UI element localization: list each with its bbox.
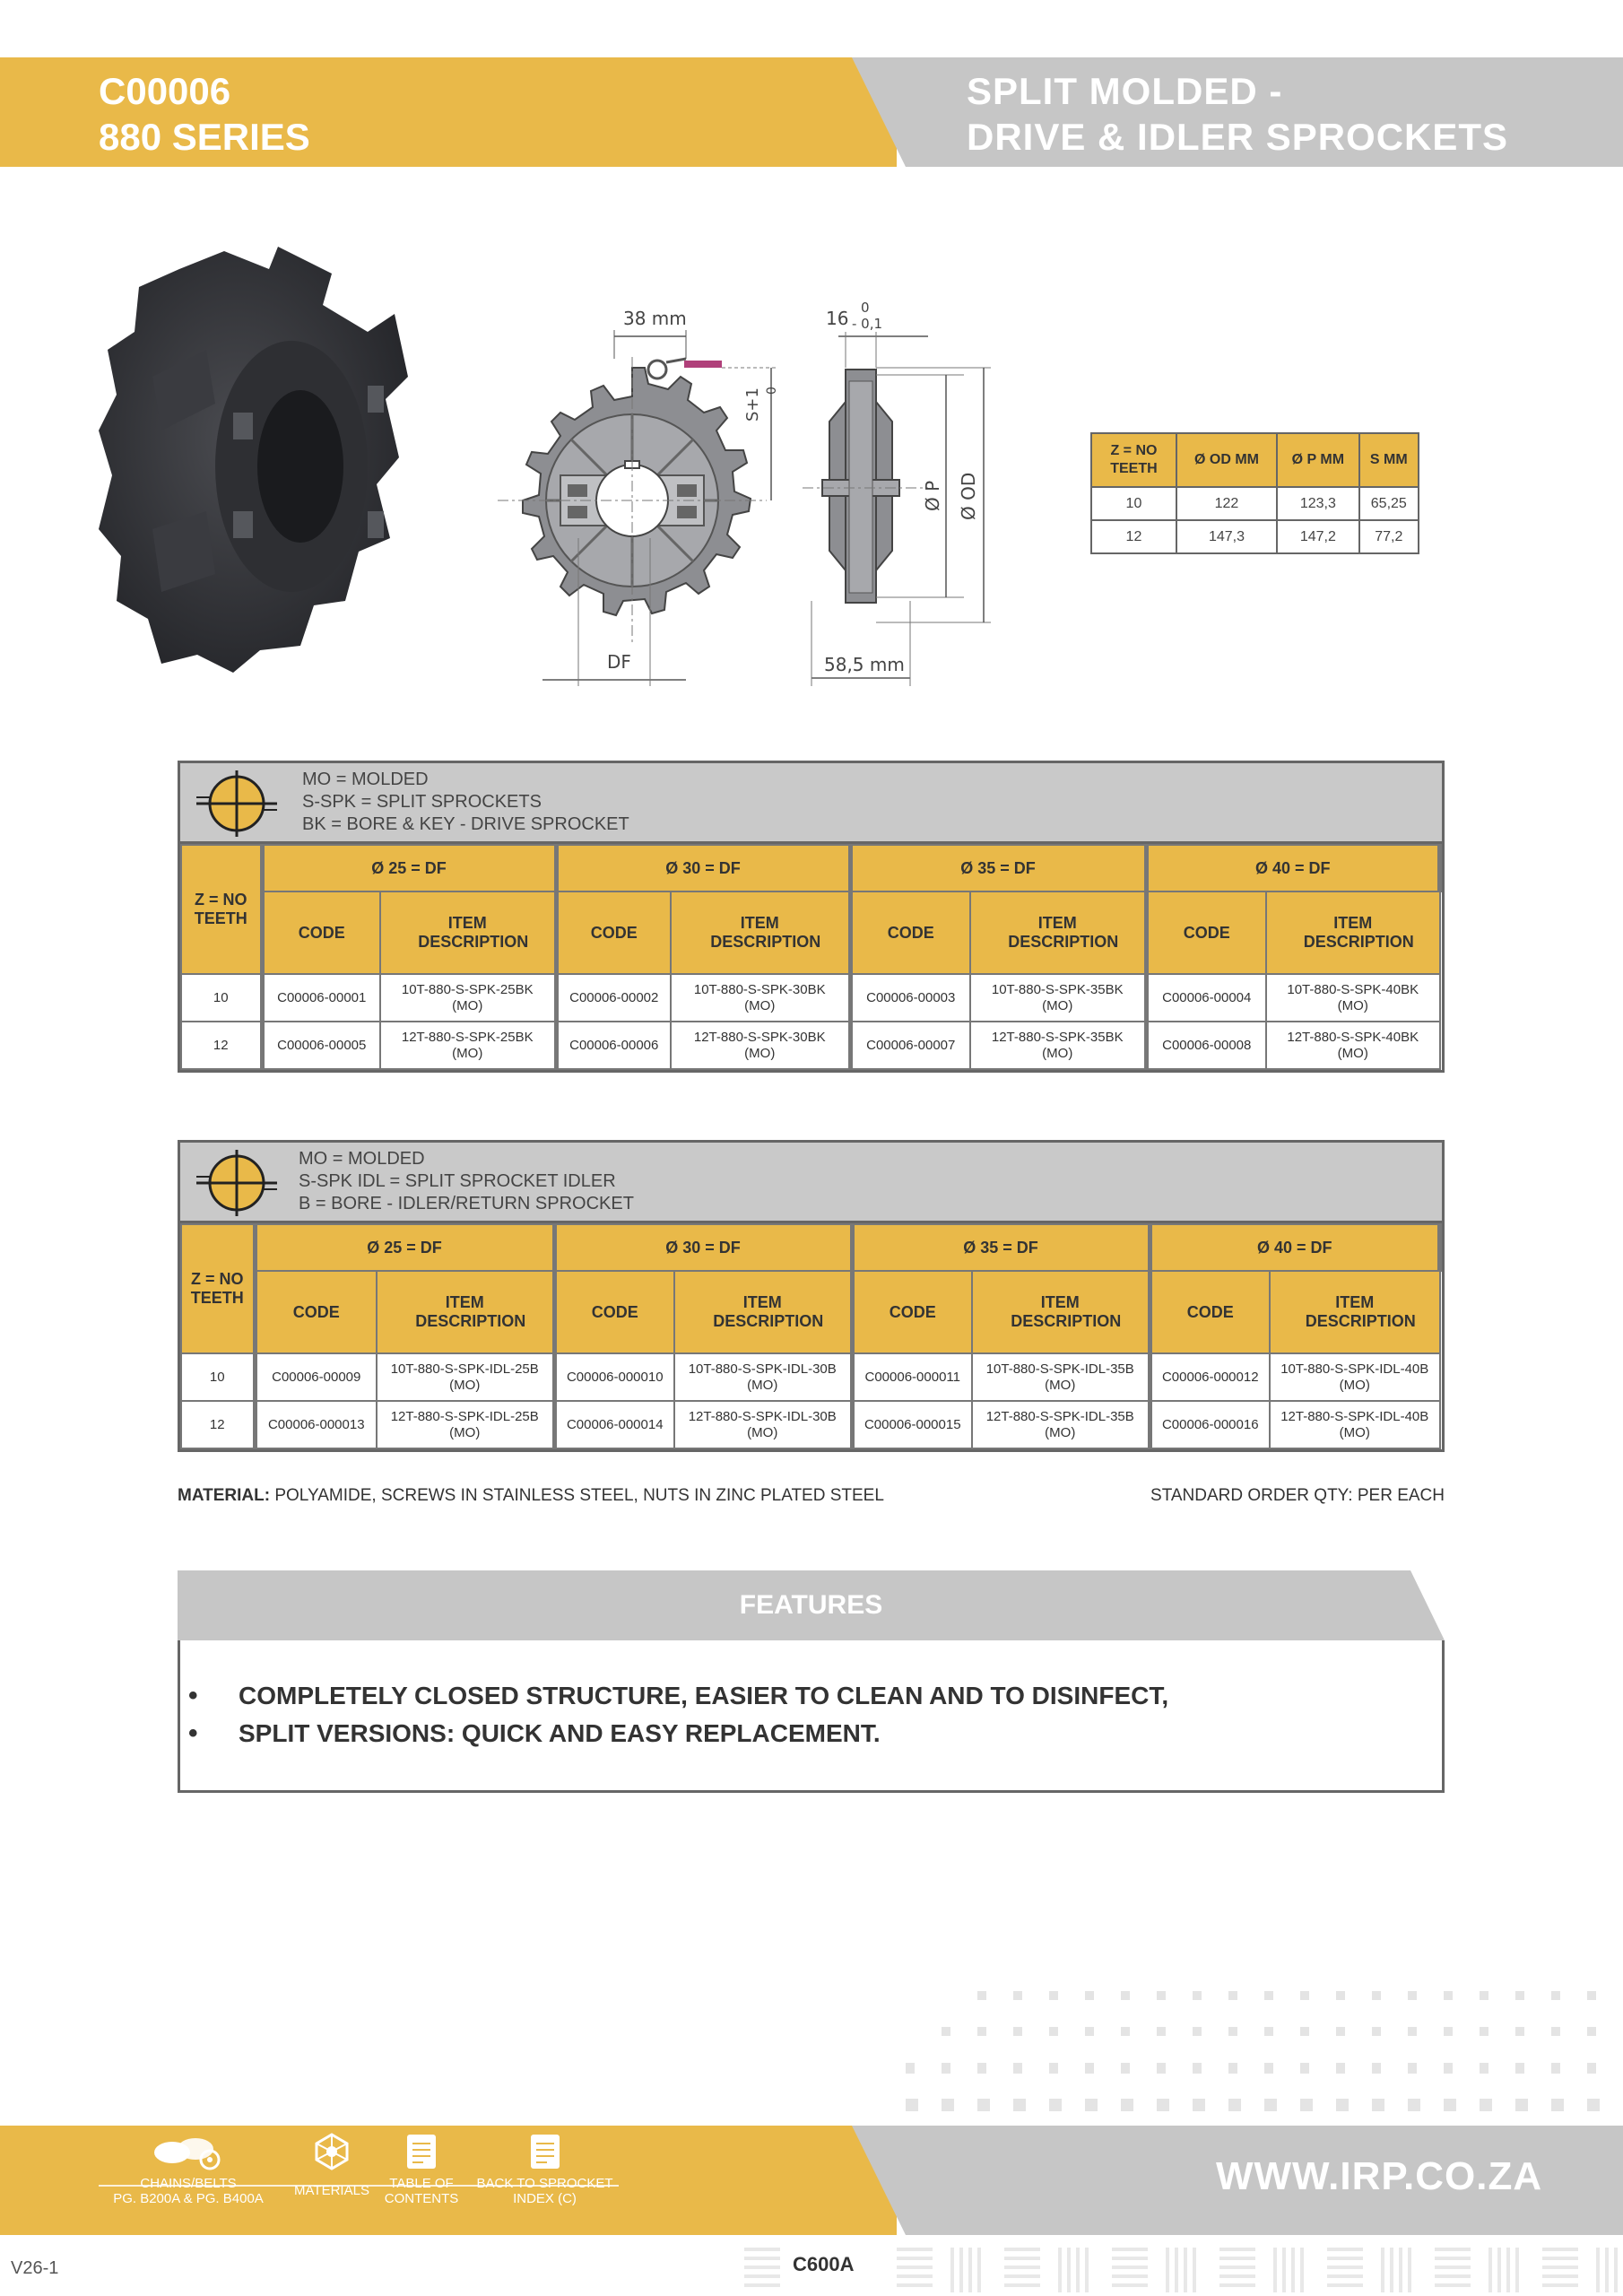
idler-sprocket-table xyxy=(178,1140,1445,1452)
desc-cell xyxy=(377,1353,554,1401)
group-header-25: Ø 25 = DF xyxy=(262,845,556,891)
code-cell: C00006-00007 xyxy=(850,1022,970,1069)
legend-line: B = BORE - IDLER/RETURN SPROCKET xyxy=(299,1194,634,1213)
desc-suffix: (MO) xyxy=(747,1424,778,1440)
table-row xyxy=(181,974,1440,1022)
desc-header xyxy=(377,1271,554,1353)
desc-cell xyxy=(377,1401,554,1448)
desc-cell xyxy=(1266,974,1440,1022)
version-label: V26-1 xyxy=(11,2258,59,2278)
website-link[interactable]: WWW.IRP.CO.ZA xyxy=(1216,2154,1543,2198)
nav-chains-belts[interactable] xyxy=(99,2133,278,2206)
nav-label-sub: INDEX (C) xyxy=(513,2191,577,2206)
group-header-30: Ø 30 = DF xyxy=(554,1224,852,1271)
features-list xyxy=(188,1677,1168,1752)
spec-header-od: Ø OD MM xyxy=(1176,433,1277,487)
sprocket-symbol-icon xyxy=(196,1150,277,1216)
desc-header-label: ITEM DESCRIPTION xyxy=(418,914,529,951)
product-code: C00006 xyxy=(99,70,231,112)
code-header: CODE xyxy=(1150,1271,1270,1353)
desc-cell xyxy=(970,1022,1146,1069)
code-cell: C00006-00004 xyxy=(1146,974,1266,1022)
desc-header-label: ITEM DESCRIPTION xyxy=(1303,914,1414,951)
desc-cell xyxy=(671,1022,850,1069)
code-cell: C00006-00008 xyxy=(1146,1022,1266,1069)
features-title: FEATURES xyxy=(739,1590,883,1620)
dim-58-5: 58,5 mm xyxy=(824,654,905,675)
group-header-35: Ø 35 = DF xyxy=(850,845,1146,891)
idler-legend xyxy=(180,1143,1442,1223)
spec-cell: 147,2 xyxy=(1277,520,1359,553)
nav-label: CHAINS/BELTS xyxy=(140,2176,237,2191)
desc-suffix: (MO) xyxy=(1045,1424,1076,1440)
table-row xyxy=(181,1022,1440,1069)
spec-header-teeth: Z = NO TEETH xyxy=(1091,433,1176,487)
dim-df: DF xyxy=(607,651,631,673)
dim-38: 38 mm xyxy=(623,308,687,329)
code-cell: C00006-00009 xyxy=(255,1353,377,1401)
desc-suffix: (MO) xyxy=(452,997,483,1013)
spec-cell: 10 xyxy=(1091,487,1176,520)
teeth-cell: 12 xyxy=(181,1022,262,1069)
desc-suffix: (MO) xyxy=(1337,997,1368,1013)
desc-cell xyxy=(380,974,556,1022)
desc-suffix: (MO) xyxy=(449,1424,481,1440)
teeth-header-label: Z = NO TEETH xyxy=(190,1270,244,1307)
desc-text: 12T-880-S-SPK-IDL-30B xyxy=(688,1408,837,1424)
code-header: CODE xyxy=(556,891,671,974)
nav-label: TABLE OF xyxy=(389,2176,454,2191)
desc-cell xyxy=(1270,1353,1440,1401)
spec-cell: 122 xyxy=(1176,487,1277,520)
code-cell: C00006-000010 xyxy=(554,1353,674,1401)
desc-text: 12T-880-S-SPK-30BK xyxy=(693,1029,826,1045)
code-cell: C00006-00001 xyxy=(262,974,380,1022)
desc-text: 10T-880-S-SPK-40BK xyxy=(1287,981,1419,997)
code-cell: C00006-000015 xyxy=(852,1401,972,1448)
desc-text: 12T-880-S-SPK-IDL-35B xyxy=(985,1408,1134,1424)
desc-header xyxy=(972,1271,1150,1353)
desc-cell xyxy=(970,974,1146,1022)
nav-materials[interactable] xyxy=(282,2133,381,2198)
desc-text: 12T-880-S-SPK-25BK xyxy=(401,1029,534,1045)
spec-header-row xyxy=(1091,433,1419,487)
desc-cell xyxy=(674,1353,852,1401)
desc-cell xyxy=(1270,1401,1440,1448)
spec-cell: 77,2 xyxy=(1359,520,1419,553)
desc-suffix: (MO) xyxy=(452,1045,483,1061)
desc-suffix: (MO) xyxy=(1042,997,1073,1013)
group-header-40: Ø 40 = DF xyxy=(1146,845,1440,891)
desc-text: 10T-880-S-SPK-IDL-25B xyxy=(390,1361,539,1377)
desc-cell xyxy=(380,1022,556,1069)
table-row xyxy=(181,1353,1440,1401)
spec-cell: 123,3 xyxy=(1277,487,1359,520)
nav-label-sub: PG. B200A & PG. B400A xyxy=(113,2191,264,2206)
desc-suffix: (MO) xyxy=(747,1377,778,1393)
feature-item: • SPLIT VERSIONS: QUICK AND EASY REPLACEMENT. xyxy=(188,1715,1168,1752)
teeth-cell: 10 xyxy=(181,974,262,1022)
desc-header xyxy=(1266,891,1440,974)
code-header: CODE xyxy=(554,1271,674,1353)
code-header: CODE xyxy=(262,891,380,974)
legend-line: BK = BORE & KEY - DRIVE SPROCKET xyxy=(302,814,629,834)
dim-od: Ø OD xyxy=(958,472,979,520)
desc-suffix: (MO) xyxy=(744,997,776,1013)
decorative-bar-pattern xyxy=(744,2242,1623,2296)
desc-cell xyxy=(671,974,850,1022)
desc-suffix: (MO) xyxy=(744,1045,776,1061)
desc-header xyxy=(1270,1271,1440,1353)
desc-suffix: (MO) xyxy=(1339,1424,1370,1440)
spec-header-p: Ø P MM xyxy=(1277,433,1359,487)
desc-text: 12T-880-S-SPK-35BK xyxy=(991,1029,1124,1045)
page-title xyxy=(967,68,1508,160)
code-header: CODE xyxy=(1146,891,1266,974)
code-cell: C00006-00006 xyxy=(556,1022,671,1069)
nav-back-to-sprocket-index[interactable] xyxy=(471,2133,619,2206)
teeth-cell: 10 xyxy=(181,1353,255,1401)
desc-header xyxy=(674,1271,852,1353)
group-header-25: Ø 25 = DF xyxy=(255,1224,554,1271)
order-qty: STANDARD ORDER QTY: PER EACH xyxy=(1150,1486,1445,1505)
code-header: CODE xyxy=(255,1271,377,1353)
nav-table-of-contents[interactable] xyxy=(372,2133,471,2206)
document-icon xyxy=(529,2133,561,2170)
legend-line: S-SPK = SPLIT SPROCKETS xyxy=(302,792,542,812)
desc-header xyxy=(970,891,1146,974)
desc-header-label: ITEM DESCRIPTION xyxy=(415,1293,526,1330)
dim-16: 16 xyxy=(826,308,849,329)
table-row xyxy=(1091,520,1419,553)
desc-header xyxy=(671,891,850,974)
sprocket-photo xyxy=(99,242,412,682)
document-icon xyxy=(405,2133,438,2170)
material-label: MATERIAL: xyxy=(178,1486,271,1505)
sprocket-side-drawing xyxy=(803,296,1009,691)
group-header-40: Ø 40 = DF xyxy=(1150,1224,1440,1271)
desc-header xyxy=(380,891,556,974)
idler-table-grid xyxy=(180,1223,1442,1449)
drive-sprocket-table xyxy=(178,761,1445,1073)
legend-line: MO = MOLDED xyxy=(302,770,429,789)
table-row xyxy=(1091,487,1419,520)
desc-header-label: ITEM DESCRIPTION xyxy=(710,914,821,951)
desc-header-label: ITEM DESCRIPTION xyxy=(1011,1293,1122,1330)
legend-line: S-SPK IDL = SPLIT SPROCKET IDLER xyxy=(299,1171,616,1191)
tol-top: 0 xyxy=(861,300,870,316)
spec-cell: 65,25 xyxy=(1359,487,1419,520)
desc-text: 10T-880-S-SPK-IDL-40B xyxy=(1280,1361,1429,1377)
material-text: POLYAMIDE, SCREWS IN STAINLESS STEEL, NUTS IN ZINC PLATED STEEL xyxy=(274,1486,884,1505)
teeth-cell: 12 xyxy=(181,1401,255,1448)
page-code: C600A xyxy=(793,2253,855,2275)
group-header-30: Ø 30 = DF xyxy=(556,845,850,891)
drive-table-grid xyxy=(180,844,1442,1070)
desc-cell xyxy=(972,1401,1150,1448)
tol-bottom: - 0,1 xyxy=(852,316,883,332)
desc-text: 12T-880-S-SPK-IDL-40B xyxy=(1280,1408,1429,1424)
page-title-line1: SPLIT MOLDED - xyxy=(967,70,1283,112)
chains-icon xyxy=(152,2133,224,2170)
teeth-header xyxy=(181,845,262,974)
desc-cell xyxy=(674,1401,852,1448)
materials-icon xyxy=(313,2133,351,2170)
code-header: CODE xyxy=(852,1271,972,1353)
code-cell: C00006-000016 xyxy=(1150,1401,1270,1448)
desc-suffix: (MO) xyxy=(449,1377,481,1393)
material-line xyxy=(178,1486,884,1506)
dim-s: S+1 xyxy=(743,387,762,422)
dim-op: Ø P xyxy=(922,480,943,511)
nav-label: BACK TO SPROCKET xyxy=(476,2176,613,2191)
product-series: 880 SERIES xyxy=(99,116,310,158)
teeth-header xyxy=(181,1224,255,1353)
code-cell: C00006-00002 xyxy=(556,974,671,1022)
code-cell: C00006-000013 xyxy=(255,1401,377,1448)
desc-text: 12T-880-S-SPK-IDL-25B xyxy=(390,1408,539,1424)
decorative-dot-pattern xyxy=(888,1973,1623,2126)
header-product-id xyxy=(99,68,310,160)
code-cell: C00006-00005 xyxy=(262,1022,380,1069)
desc-suffix: (MO) xyxy=(1042,1045,1073,1061)
desc-header-label: ITEM DESCRIPTION xyxy=(1008,914,1119,951)
desc-text: 10T-880-S-SPK-35BK xyxy=(991,981,1124,997)
spec-table xyxy=(1090,432,1419,554)
desc-cell xyxy=(1266,1022,1440,1069)
desc-text: 10T-880-S-SPK-IDL-30B xyxy=(688,1361,837,1377)
page-title-line2: DRIVE & IDLER SPROCKETS xyxy=(967,116,1509,158)
drive-legend xyxy=(180,763,1442,844)
desc-header-label: ITEM DESCRIPTION xyxy=(713,1293,824,1330)
desc-text: 12T-880-S-SPK-40BK xyxy=(1287,1029,1419,1045)
nav-label-sub: CONTENTS xyxy=(384,2191,459,2206)
desc-text: 10T-880-S-SPK-IDL-35B xyxy=(985,1361,1134,1377)
spec-header-s: S MM xyxy=(1359,433,1419,487)
desc-suffix: (MO) xyxy=(1339,1377,1370,1393)
nav-label: MATERIALS xyxy=(294,2183,369,2198)
code-cell: C00006-00003 xyxy=(850,974,970,1022)
feature-item: • COMPLETELY CLOSED STRUCTURE, EASIER TO CLEAN AND TO DISINFECT, xyxy=(188,1677,1168,1715)
desc-text: 10T-880-S-SPK-25BK xyxy=(401,981,534,997)
legend-line: MO = MOLDED xyxy=(299,1149,425,1169)
desc-text: 10T-880-S-SPK-30BK xyxy=(693,981,826,997)
code-header: CODE xyxy=(850,891,970,974)
code-cell: C00006-000011 xyxy=(852,1353,972,1401)
desc-header-label: ITEM DESCRIPTION xyxy=(1305,1293,1416,1330)
code-cell: C00006-000014 xyxy=(554,1401,674,1448)
desc-cell xyxy=(972,1353,1150,1401)
code-cell: C00006-000012 xyxy=(1150,1353,1270,1401)
table-row xyxy=(181,1401,1440,1448)
group-header-35: Ø 35 = DF xyxy=(852,1224,1150,1271)
desc-suffix: (MO) xyxy=(1045,1377,1076,1393)
teeth-header-label: Z = NO TEETH xyxy=(194,891,247,927)
desc-suffix: (MO) xyxy=(1337,1045,1368,1061)
sprocket-front-drawing xyxy=(480,305,785,691)
spec-cell: 147,3 xyxy=(1176,520,1277,553)
sprocket-symbol-icon xyxy=(196,770,277,837)
spec-cell: 12 xyxy=(1091,520,1176,553)
dim-s-tol: 0 xyxy=(765,387,779,395)
